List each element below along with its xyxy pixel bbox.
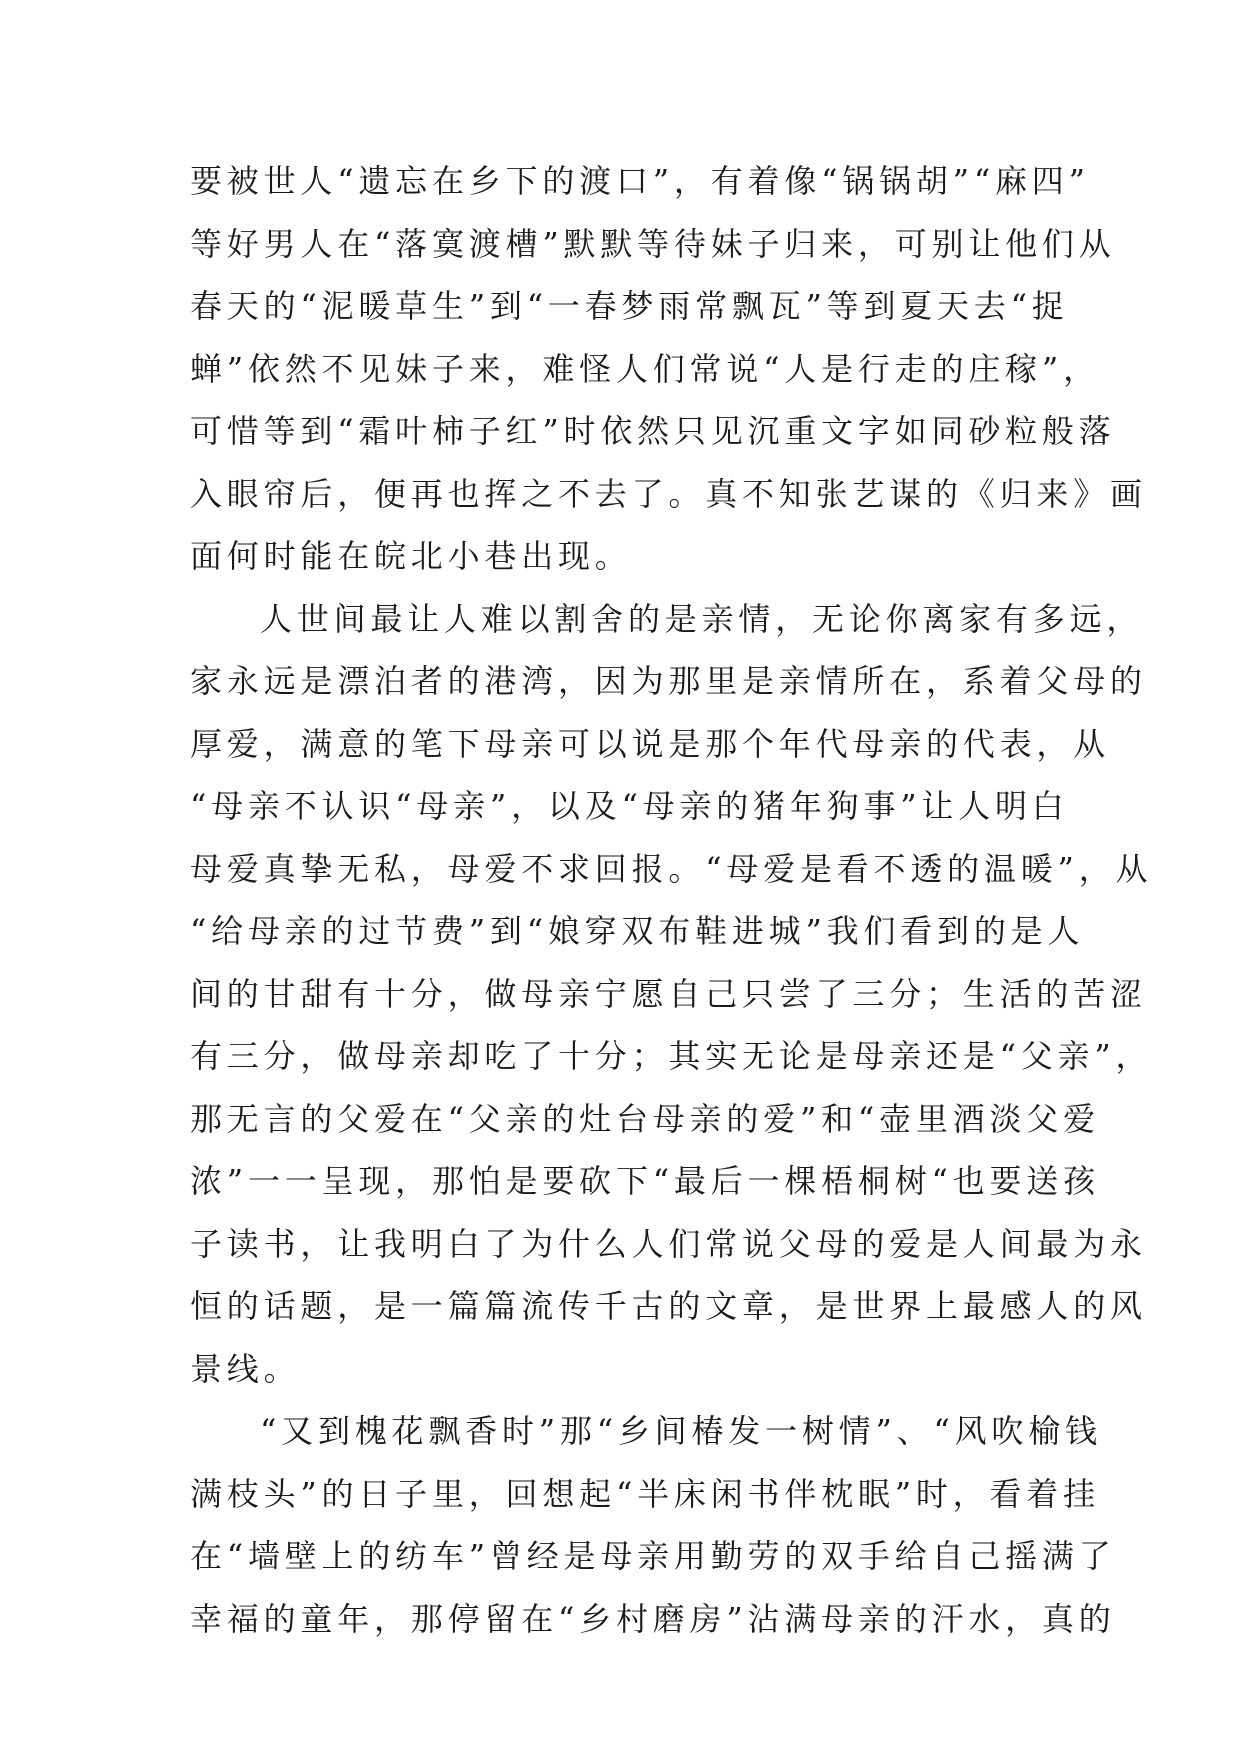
text-line: 人世间最让人难以割舍的是亲情，无论你离家有多远， (260, 599, 1144, 638)
text-line: 浓”一一呈现，那怕是要砍下“最后一棵梧桐树“也要送孩 (190, 1162, 1100, 1200)
text-line: 蝉”依然不见妹子来，难怪人们常说“人是行走的庄稼”， (190, 349, 1100, 388)
text-line: 那无言的父爱在“父亲的灶台母亲的爱”和“壶里酒淡父爱 (190, 1099, 1100, 1138)
paragraph-1 (190, 150, 1147, 588)
document-body (190, 150, 1153, 1650)
text-line: 间的甘甜有十分，做母亲宁愿自己只尝了三分；生活的苦涩 (190, 974, 1147, 1013)
text-line: 面何时能在皖北小巷出现。 (190, 537, 632, 575)
text-line: 幸福的童年，那停留在“乡村磨房”沾满母亲的汗水，真的 (190, 1599, 1116, 1638)
text-line: 入眼帘后，便再也挥之不去了。真不知张艺谋的《归来》画 (190, 474, 1147, 513)
text-line: “给母亲的过节费”到“娘穿双布鞋进城”我们看到的是人 (190, 912, 1085, 950)
text-line: 子读书，让我明白了为什么人们常说父母的爱是人间最为永 (190, 1224, 1147, 1263)
text-line: 要被世人“遗忘在乡下的渡口”，有着像“锅锅胡”“麻四” (190, 162, 1090, 200)
text-line: 在“墙壁上的纺车”曾经是母亲用勤劳的双手给自己摇满了 (190, 1537, 1116, 1575)
text-line: 春天的“泥暖草生”到“一春梦雨常飘瓦”等到夏天去“捉 (190, 287, 1069, 325)
text-line: 家永远是漂泊者的港湾，因为那里是亲情所在，系着父母的 (190, 662, 1147, 700)
text-line: 恒的话题，是一篇篇流传千古的文章，是世界上最感人的风 (190, 1287, 1147, 1325)
text-line: “又到槐花飘香时”那“乡间椿发一树情”、“风吹榆钱 (260, 1412, 1102, 1450)
paragraph-3 (190, 1400, 1116, 1650)
text-line: 满枝头”的日子里，回想起“半床闲书伴枕眠”时，看着挂 (190, 1474, 1100, 1513)
text-line: 等好男人在“落寞渡槽”默默等待妹子归来，可别让他们从 (190, 224, 1116, 263)
paragraph-2 (190, 588, 1153, 1401)
text-line: 景线。 (190, 1349, 301, 1388)
text-line: “母亲不认识“母亲”，以及“母亲的猪年狗事”让人明白 (190, 787, 1069, 825)
text-line: 厚爱，满意的笔下母亲可以说是那个年代母亲的代表，从 (190, 724, 1111, 763)
text-line: 有三分，做母亲却吃了十分；其实无论是母亲还是“父亲”， (190, 1037, 1153, 1075)
text-line: 可惜等到“霜叶柿子红”时依然只见沉重文字如同砂粒般落 (190, 412, 1116, 450)
text-line: 母爱真挚无私，母爱不求回报。“母爱是看不透的温暖”，从 (190, 849, 1153, 888)
